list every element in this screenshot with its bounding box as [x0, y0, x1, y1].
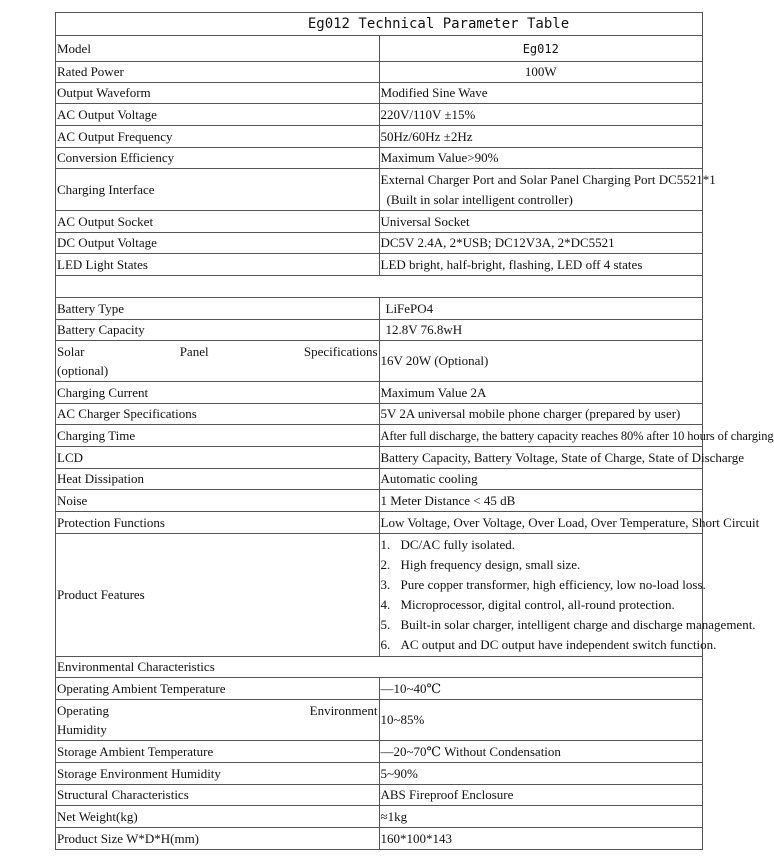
row-value-line: (Built in solar intelligent controller): [386, 191, 573, 207]
list-item: [380, 635, 717, 655]
row-value: [379, 169, 716, 211]
row-label-line: (optional): [57, 363, 109, 378]
row-label: Model: [56, 36, 380, 62]
list-text: AC output and DC output have independent switch function.: [400, 637, 717, 652]
row-label-line: Humidity: [57, 722, 107, 737]
table-row: [56, 741, 703, 763]
table-row: [56, 233, 703, 254]
row-value-line: External Charger Port and Solar Panel Charging Port DC5521*1: [380, 171, 716, 187]
row-value: 5V 2A universal mobile phone charger (prepared by user): [379, 404, 703, 425]
row-value: ≈1kg: [379, 806, 703, 828]
row-label: Heat Dissipation: [56, 469, 380, 490]
row-value: 5~90%: [379, 763, 703, 785]
row-value: Low Voltage, Over Voltage, Over Load, Over Temperature, Short Circuit: [379, 512, 703, 534]
list-item: [380, 615, 756, 635]
section-heading: Environmental Characteristics: [56, 657, 703, 678]
row-value: —20~70℃ Without Condensation: [379, 741, 703, 763]
table-row: [56, 211, 703, 233]
row-label: Battery Type: [56, 298, 380, 320]
spacer-cell: [56, 276, 703, 298]
table-row: [56, 341, 703, 382]
list-text: High frequency design, small size.: [400, 557, 581, 572]
table-row: [56, 678, 703, 700]
table-row: [56, 828, 703, 850]
row-label: Battery Capacity: [56, 320, 380, 341]
table-row: [56, 382, 703, 404]
row-value: 100W: [379, 62, 703, 83]
row-label: Output Waveform: [56, 83, 380, 104]
table-row: [56, 490, 703, 512]
row-value: —10~40℃: [379, 678, 703, 700]
table-row: [56, 298, 703, 320]
row-label: Charging Current: [56, 382, 380, 404]
parameter-table: [55, 12, 774, 850]
table-row: [56, 320, 703, 341]
row-value: Eg012: [379, 36, 703, 62]
table-row: [56, 169, 703, 211]
list-number: 2.: [380, 557, 391, 572]
row-value: 50Hz/60Hz ±2Hz: [379, 126, 703, 148]
title-row: [56, 13, 703, 36]
row-value: Maximum Value>90%: [379, 148, 703, 169]
row-value: LiFePO4: [379, 298, 703, 320]
table-row: [56, 447, 703, 469]
list-number: 1.: [380, 537, 391, 552]
parameter-sheet: [55, 12, 774, 850]
table-row: [56, 148, 703, 169]
table-row: [56, 763, 703, 785]
list-item: [381, 595, 702, 615]
row-value: Battery Capacity, Battery Voltage, State of Charge, State of Discharge: [379, 447, 703, 469]
row-value: 1 Meter Distance < 45 dB: [379, 490, 703, 512]
list-item: [381, 555, 702, 575]
table-row: [56, 785, 703, 806]
table-row: [56, 425, 703, 447]
row-value: ABS Fireproof Enclosure: [379, 785, 703, 806]
row-value: 220V/110V ±15%: [379, 104, 703, 126]
row-label: LCD: [56, 447, 380, 469]
row-label: AC Charger Specifications: [56, 404, 380, 425]
row-value: 12.8V 76.8wH: [379, 320, 703, 341]
list-number: 3.: [380, 577, 391, 592]
row-value: Universal Socket: [379, 211, 703, 233]
row-label: [56, 700, 380, 741]
row-label: Rated Power: [56, 62, 380, 83]
list-text: DC/AC fully isolated.: [400, 537, 515, 552]
row-label: Storage Environment Humidity: [56, 763, 380, 785]
table-row: [56, 62, 703, 83]
row-label: [56, 341, 380, 382]
list-text: Microprocessor, digital control, all-round protection.: [400, 597, 675, 612]
row-label: DC Output Voltage: [56, 233, 380, 254]
table-row: [56, 512, 703, 534]
row-label: Protection Functions: [56, 512, 380, 534]
row-label: Noise: [56, 490, 380, 512]
row-label-line: Operating Environment: [57, 703, 378, 718]
table-row: [56, 404, 703, 425]
features-row: [56, 534, 703, 657]
table-row: [56, 83, 703, 104]
list-text: Pure copper transformer, high efficiency, low no-load loss.: [400, 577, 706, 592]
row-label: Structural Characteristics: [56, 785, 380, 806]
row-label: Charging Interface: [56, 169, 380, 211]
list-item: [380, 575, 706, 595]
row-label: Charging Time: [56, 425, 380, 447]
row-value: Modified Sine Wave: [379, 83, 703, 104]
table-row: [56, 469, 703, 490]
row-label: Product Features: [56, 534, 380, 657]
table-row: [56, 254, 703, 276]
row-value: After full discharge, the battery capacity reaches 80% after 10 hours of charging: [379, 425, 703, 447]
table-title: Eg012 Technical Parameter Table: [56, 13, 703, 36]
list-number: 4.: [380, 597, 391, 612]
row-label: Net Weight(kg): [56, 806, 380, 828]
list-text: Built-in solar charger, intelligent charge and discharge management.: [400, 617, 756, 632]
row-value: 160*100*143: [379, 828, 703, 850]
row-label: Operating Ambient Temperature: [56, 678, 380, 700]
table-row: [56, 104, 703, 126]
row-value: Maximum Value 2A: [379, 382, 703, 404]
table-row: [56, 126, 703, 148]
row-label: AC Output Frequency: [56, 126, 380, 148]
list-number: 6.: [380, 637, 391, 652]
row-label: Conversion Efficiency: [56, 148, 380, 169]
row-label: Product Size W*D*H(mm): [56, 828, 380, 850]
section-heading-row: [56, 657, 703, 678]
row-label: AC Output Socket: [56, 211, 380, 233]
row-label-line: Solar Panel Specifications: [57, 344, 378, 359]
features-list: [379, 534, 756, 657]
list-item: [381, 535, 702, 555]
row-label: Storage Ambient Temperature: [56, 741, 380, 763]
row-label: LED Light States: [56, 254, 380, 276]
row-value: DC5V 2.4A, 2*USB; DC12V3A, 2*DC5521: [379, 233, 703, 254]
table-row: [56, 806, 703, 828]
spacer-row: [56, 276, 703, 298]
table-row: [56, 700, 703, 741]
table-row: [56, 36, 703, 62]
row-value: Automatic cooling: [379, 469, 703, 490]
row-label: AC Output Voltage: [56, 104, 380, 126]
list-number: 5.: [380, 617, 391, 632]
row-value: 10~85%: [379, 700, 703, 741]
row-value: LED bright, half-bright, flashing, LED off 4 states: [379, 254, 703, 276]
row-value: 16V 20W (Optional): [379, 341, 703, 382]
